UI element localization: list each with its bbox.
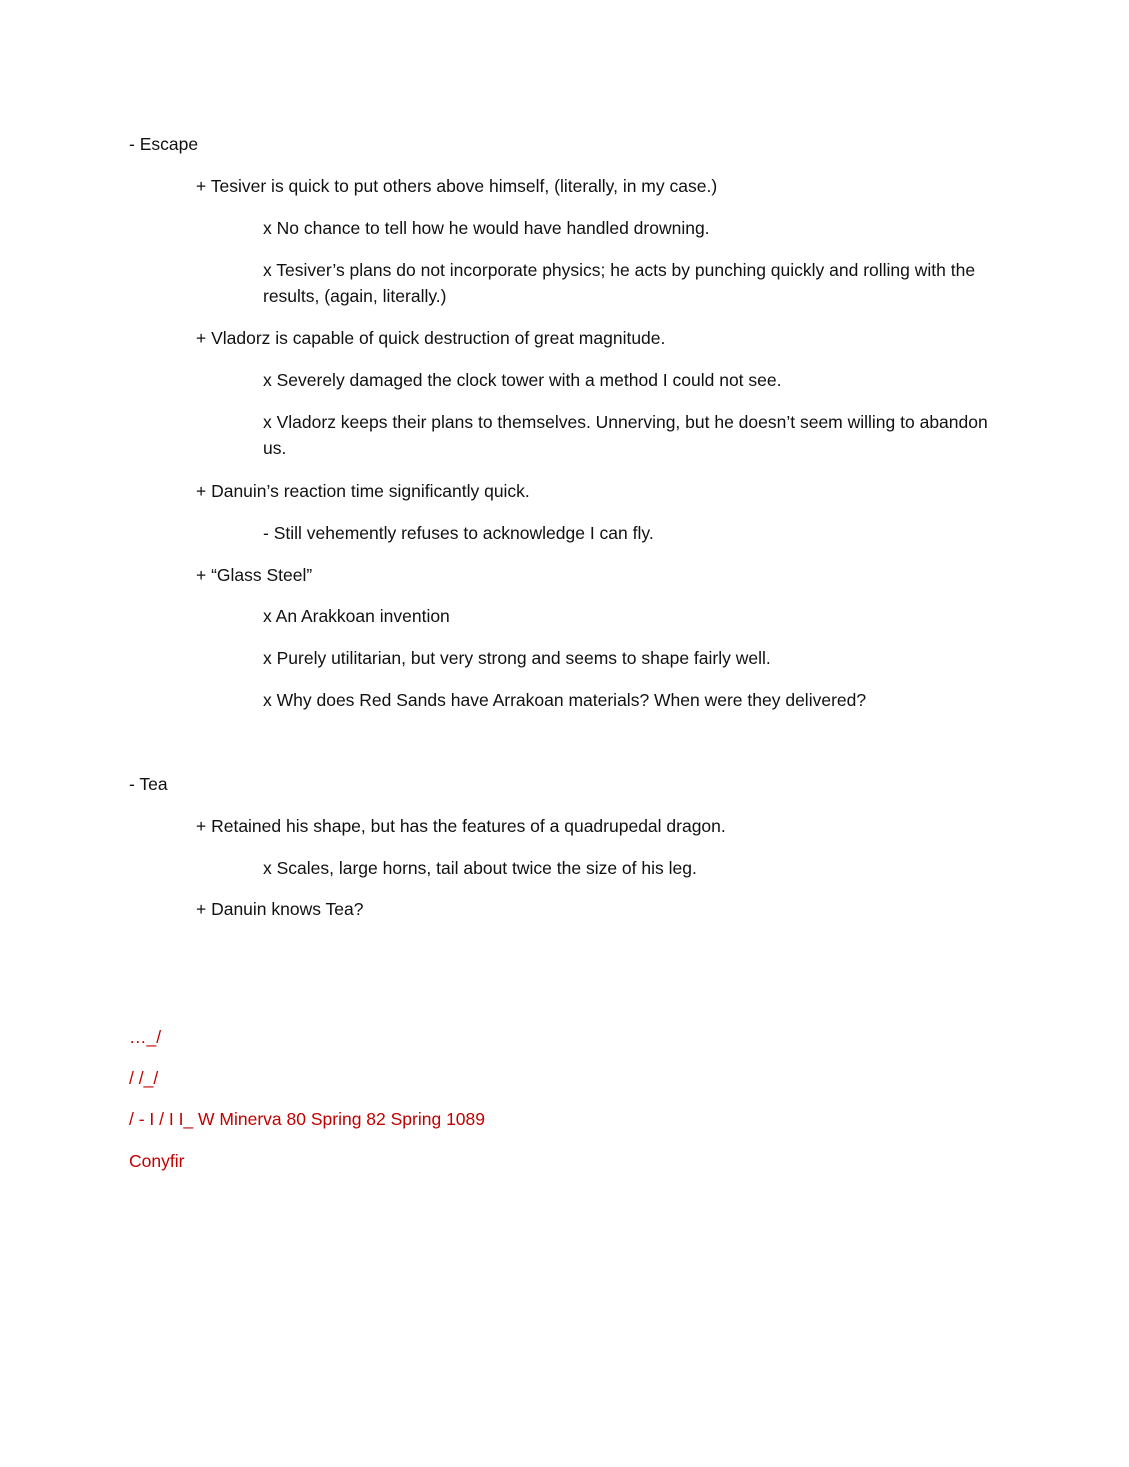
- subbullet-fly: - Still vehemently refuses to acknowledge I can fly.: [263, 523, 654, 543]
- bullet-danuin-knows-tea: + Danuin knows Tea?: [196, 899, 364, 919]
- bullet-tesiver: + Tesiver is quick to put others above himself, (literally, in my case.): [196, 176, 718, 196]
- signature-name: Conyfir: [129, 1151, 185, 1171]
- subbullet-utilitarian: x Purely utilitarian, but very strong and seems to shape fairly well.: [263, 648, 771, 668]
- section-heading-escape: - Escape: [129, 134, 199, 154]
- subbullet-red-sands: x Why does Red Sands have Arrakoan materials? When were they delivered?: [263, 690, 867, 710]
- subbullet-scales: x Scales, large horns, tail about twice the size of his leg.: [263, 858, 697, 878]
- signature-date-line: / - I / I I_ W Minerva 80 Spring 82 Spring 1089: [129, 1109, 486, 1129]
- section-heading-tea: - Tea: [129, 774, 168, 794]
- subbullet-vladorz-plans: x Vladorz keeps their plans to themselves. Unnerving, but he doesn’t seem willing to abandon us.: [263, 412, 988, 458]
- bullet-glass-steel: + “Glass Steel”: [196, 565, 313, 585]
- subbullet-tesiver-plans: x Tesiver’s plans do not incorporate physics; he acts by punching quickly and rolling with the results, (again, literally.): [263, 260, 976, 306]
- subbullet-clock-tower: x Severely damaged the clock tower with a method I could not see.: [263, 370, 782, 390]
- bullet-vladorz: + Vladorz is capable of quick destruction of great magnitude.: [196, 328, 666, 348]
- bullet-danuin: + Danuin’s reaction time significantly quick.: [196, 481, 530, 501]
- signature-line-2: / /_/: [129, 1068, 159, 1088]
- subbullet-drowning: x No chance to tell how he would have handled drowning.: [263, 218, 710, 238]
- bullet-retained-shape: + Retained his shape, but has the features of a quadrupedal dragon.: [196, 816, 726, 836]
- subbullet-arakkoan-invention: x An Arakkoan invention: [263, 606, 450, 626]
- signature-line-1: …_/: [129, 1027, 162, 1047]
